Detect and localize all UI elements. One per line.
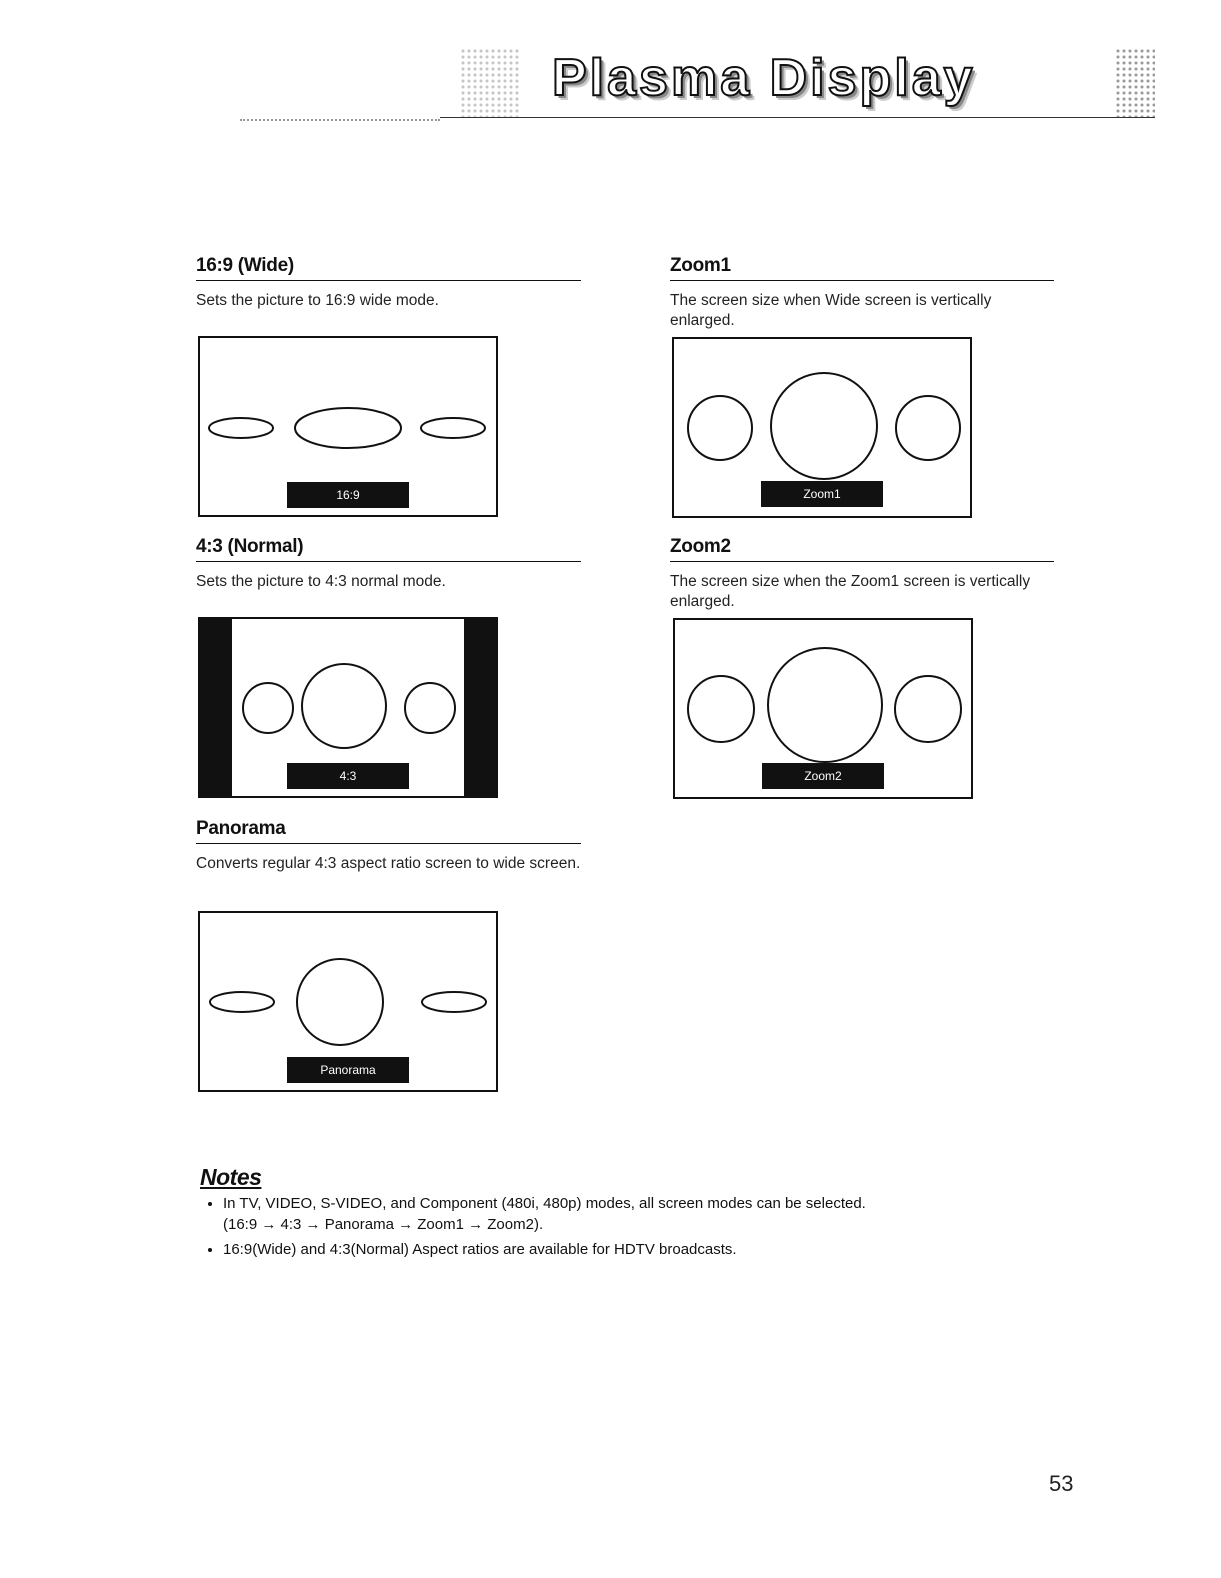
section-description: Sets the picture to 16:9 wide mode. xyxy=(196,292,439,309)
screen-illustration-normal xyxy=(198,617,498,798)
mode-label: 4:3 xyxy=(287,763,409,789)
section-panorama xyxy=(196,818,581,874)
section-heading: Zoom1 xyxy=(670,255,1054,281)
banner-texture-left xyxy=(460,48,520,118)
banner-texture-right xyxy=(1115,48,1155,118)
section-heading: Panorama xyxy=(196,818,581,844)
circle-center xyxy=(302,664,386,748)
oval-right xyxy=(422,992,486,1012)
oval-left xyxy=(210,992,274,1012)
circle-center xyxy=(297,959,383,1045)
screen-illustration-wide xyxy=(198,336,498,517)
list-item xyxy=(223,1193,1016,1235)
list-item xyxy=(223,1239,1016,1260)
page-number: 53 xyxy=(1049,1471,1074,1496)
circle-right xyxy=(405,683,455,733)
note-sequence: (16:9 → 4:3 → Panorama → Zoom1 → Zoom2). xyxy=(223,1216,544,1233)
banner-rule xyxy=(440,117,1155,118)
notes-title: Notes xyxy=(200,1164,262,1190)
circle-center xyxy=(771,373,877,479)
screen-illustration-zoom1 xyxy=(672,337,972,518)
mode-label: Panorama xyxy=(287,1057,409,1083)
section-heading: 4:3 (Normal) xyxy=(196,536,581,562)
section-heading: Zoom2 xyxy=(670,536,1054,562)
mode-label: Zoom1 xyxy=(761,481,883,507)
section-zoom2 xyxy=(670,536,1054,612)
mode-label: Zoom2 xyxy=(762,763,884,789)
section-heading: 16:9 (Wide) xyxy=(196,255,581,281)
note-text: In TV, VIDEO, S-VIDEO, and Component (480i, 480p) modes, all screen modes can be selected. xyxy=(223,1195,866,1212)
section-zoom1 xyxy=(670,255,1054,331)
section-description: Converts regular 4:3 aspect ratio screen to wide screen. xyxy=(196,855,581,872)
banner-dots xyxy=(240,118,440,121)
oval-left xyxy=(209,418,273,438)
screen-illustration-panorama xyxy=(198,911,498,1092)
circle-right xyxy=(896,396,960,460)
oval-right xyxy=(421,418,485,438)
mode-label: 16:9 xyxy=(287,482,409,508)
header-banner xyxy=(440,28,1155,124)
notes-list xyxy=(196,1193,1016,1260)
oval-center xyxy=(295,408,401,448)
note-text: 16:9(Wide) and 4:3(Normal) Aspect ratios are available for HDTV broadcasts. xyxy=(223,1241,737,1258)
section-description: The screen size when Wide screen is vertically enlarged. xyxy=(670,292,992,329)
circle-left xyxy=(243,683,293,733)
circle-center xyxy=(768,648,882,762)
screen-illustration-zoom2 xyxy=(673,618,973,799)
section-description: The screen size when the Zoom1 screen is vertically enlarged. xyxy=(670,573,1031,610)
section-description: Sets the picture to 4:3 normal mode. xyxy=(196,573,446,590)
page-title: Plasma Display xyxy=(552,49,976,107)
section-normal xyxy=(196,536,581,592)
notes-section xyxy=(196,1164,1016,1264)
circle-left xyxy=(688,396,752,460)
circle-right xyxy=(895,676,961,742)
circle-left xyxy=(688,676,754,742)
section-wide xyxy=(196,255,581,311)
